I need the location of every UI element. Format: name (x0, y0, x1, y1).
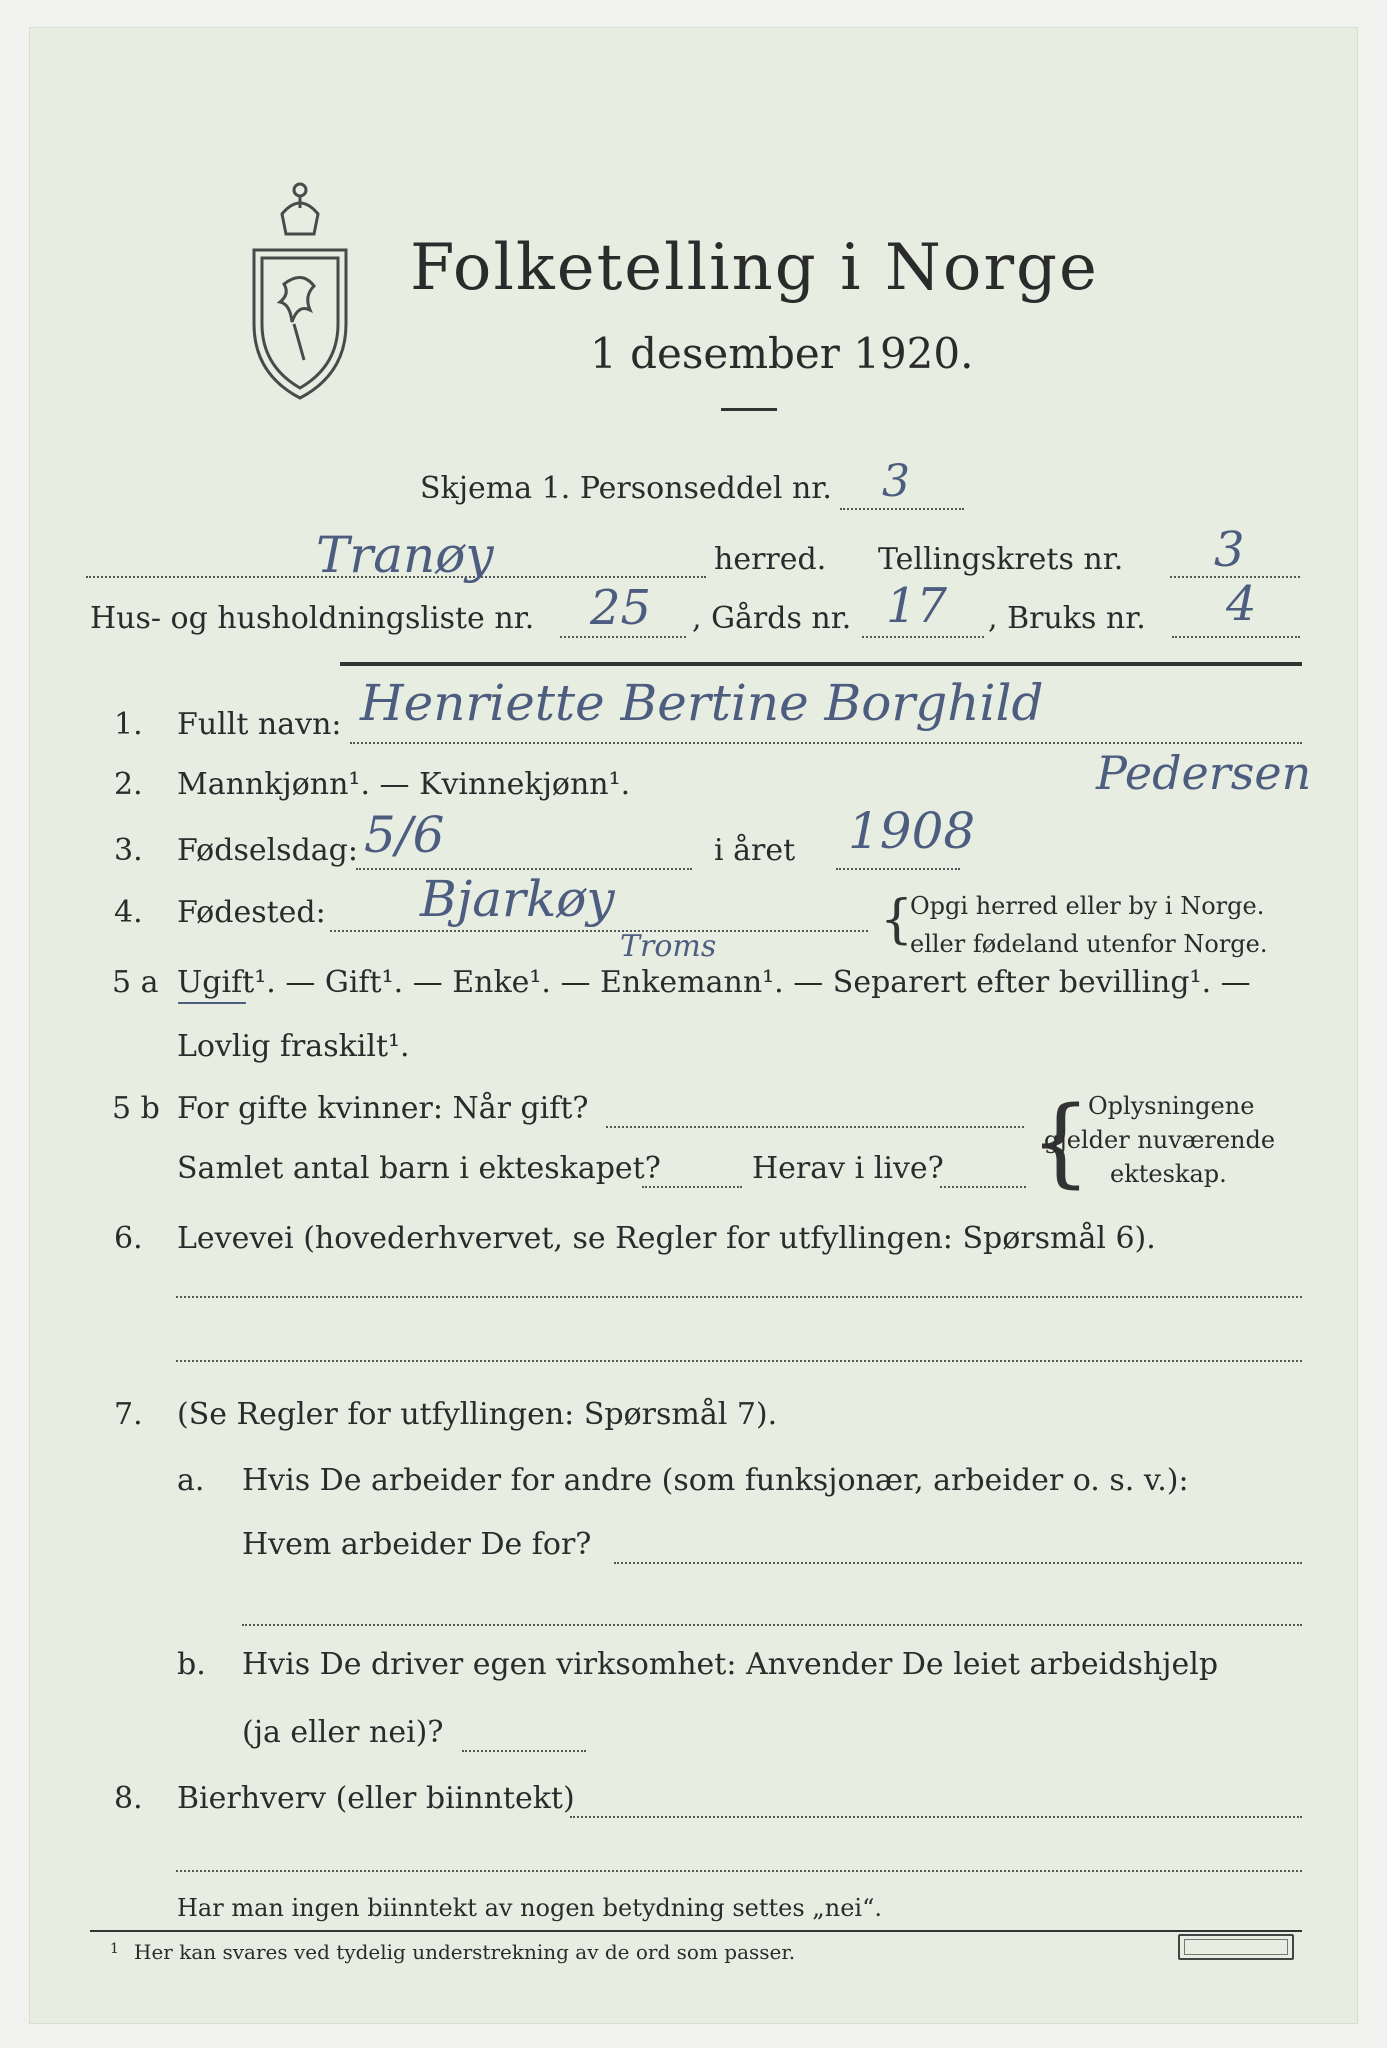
schema-label: Skjema 1. Personseddel nr. (420, 471, 832, 506)
q7b-line (462, 1750, 586, 1752)
q5a-ugift-underline (178, 1002, 246, 1004)
census-form-sheet (30, 28, 1357, 2023)
title-divider (721, 408, 777, 411)
q4-label: Fødested: (177, 895, 326, 930)
bruks-line (1172, 636, 1300, 638)
q6-number: 6. (114, 1221, 143, 1256)
q6-line2 (176, 1360, 1302, 1362)
header-rule (340, 662, 1302, 666)
q5b-note-brace: { (1030, 1086, 1092, 1198)
q5b-note-line2: gjelder nuværende (1044, 1126, 1276, 1154)
q8-line1 (570, 1816, 1302, 1818)
q3-label: Fødselsdag: (177, 833, 358, 868)
q7a-line2 (242, 1624, 1302, 1626)
q7a-letter: a. (177, 1463, 205, 1498)
form-date: 1 desember 1920. (590, 329, 974, 378)
q4-note-brace: { (880, 890, 914, 950)
q7a-question: Hvem arbeider De for? (242, 1527, 592, 1562)
q7b-question: (ja eller nei)? (242, 1715, 444, 1750)
q4-value: Bjarkøy (420, 870, 615, 928)
q8-number: 8. (114, 1781, 143, 1816)
gards-value: 17 (886, 578, 948, 634)
herred-value: Tranøy (316, 526, 494, 584)
q5b-married-label: For gifte kvinner: Når gift? (177, 1091, 589, 1126)
q7-number: 7. (114, 1397, 143, 1432)
q1-number: 1. (114, 707, 143, 742)
q1-value-line1: Henriette Bertine Borghild (360, 674, 1044, 732)
q5b-children-label: Samlet antal barn i ekteskapet? (177, 1151, 661, 1186)
q3-year-line (836, 868, 960, 870)
husholdningsliste-line (560, 636, 686, 638)
q5a-options: Ugift¹. — Gift¹. — Enke¹. — Enkemann¹. — Separert efter bevilling¹. — (177, 965, 1251, 1000)
herred-label: herred. (714, 542, 827, 577)
husholdningsliste-value: 25 (590, 580, 652, 636)
q5b-alive-line (940, 1186, 1026, 1188)
footnote-rule (90, 1930, 1302, 1932)
schema-number-line (840, 508, 964, 510)
q5b-married-line (606, 1126, 1024, 1128)
q3-day-value: 5/6 (364, 806, 445, 864)
footnote-marker: 1 (110, 1941, 119, 1957)
q5b-children-line (642, 1186, 742, 1188)
q6-label: Levevei (hovederhvervet, se Regler for utfyllingen: Spørsmål 6). (177, 1221, 1156, 1256)
q3-year-value: 1908 (848, 802, 976, 860)
income-note: Har man ingen biinntekt av nogen betydning settes „nei“. (177, 1894, 882, 1922)
q5b-note-line3: ekteskap. (1110, 1160, 1227, 1188)
tellingskrets-label: Tellingskrets nr. (878, 542, 1124, 577)
q8-label: Bierhverv (eller biinntekt) (177, 1781, 575, 1816)
gards-line (862, 636, 984, 638)
q4-note-line1: Opgi herred eller by i Norge. (910, 892, 1265, 920)
bruks-value: 4 (1226, 576, 1257, 632)
q1-label: Fullt navn: (177, 707, 342, 742)
printer-stamp (1178, 1934, 1294, 1960)
q1-value-line2: Pedersen (1096, 746, 1312, 800)
tellingskrets-value: 3 (1214, 522, 1245, 578)
q4-number: 4. (114, 895, 143, 930)
q6-line1 (176, 1296, 1302, 1298)
q5b-note-line1: Oplysningene (1088, 1092, 1255, 1120)
q2-number: 2. (114, 767, 143, 802)
footnote-text: Her kan svares ved tydelig understrekning av de ord som passer. (134, 1940, 796, 1964)
q7-label: (Se Regler for utfyllingen: Spørsmål 7). (177, 1397, 778, 1432)
q3-number: 3. (114, 833, 143, 868)
gards-label: , Gårds nr. (692, 601, 852, 636)
q5b-number: 5 b (112, 1091, 160, 1126)
norwegian-coat-of-arms-icon (244, 174, 356, 402)
q5a-number: 5 a (112, 965, 159, 1000)
q7a-text: Hvis De arbeider for andre (som funksjonær, arbeider o. s. v.): (242, 1463, 1189, 1498)
q7b-letter: b. (177, 1647, 206, 1682)
q5a-options-cont: Lovlig fraskilt¹. (177, 1029, 410, 1064)
q7b-text: Hvis De driver egen virksomhet: Anvender De leiet arbeidshjelp (242, 1647, 1219, 1682)
q8-line2 (176, 1870, 1302, 1872)
q1-line (350, 742, 1302, 744)
q3-year-label: i året (714, 833, 796, 868)
form-title: Folketelling i Norge (410, 231, 1099, 305)
q2-label: Mannkjønn¹. — Kvinnekjønn¹. (177, 767, 631, 802)
schema-number-value: 3 (882, 456, 910, 507)
q4-line (330, 930, 868, 932)
q5b-alive-label: Herav i live? (752, 1151, 944, 1186)
husholdningsliste-label: Hus- og husholdningsliste nr. (90, 601, 535, 636)
q4-value-sub: Troms (620, 929, 717, 964)
q4-note-line2: eller fødeland utenfor Norge. (910, 930, 1268, 958)
bruks-label: , Bruks nr. (988, 601, 1146, 636)
q7a-line1 (614, 1562, 1302, 1564)
